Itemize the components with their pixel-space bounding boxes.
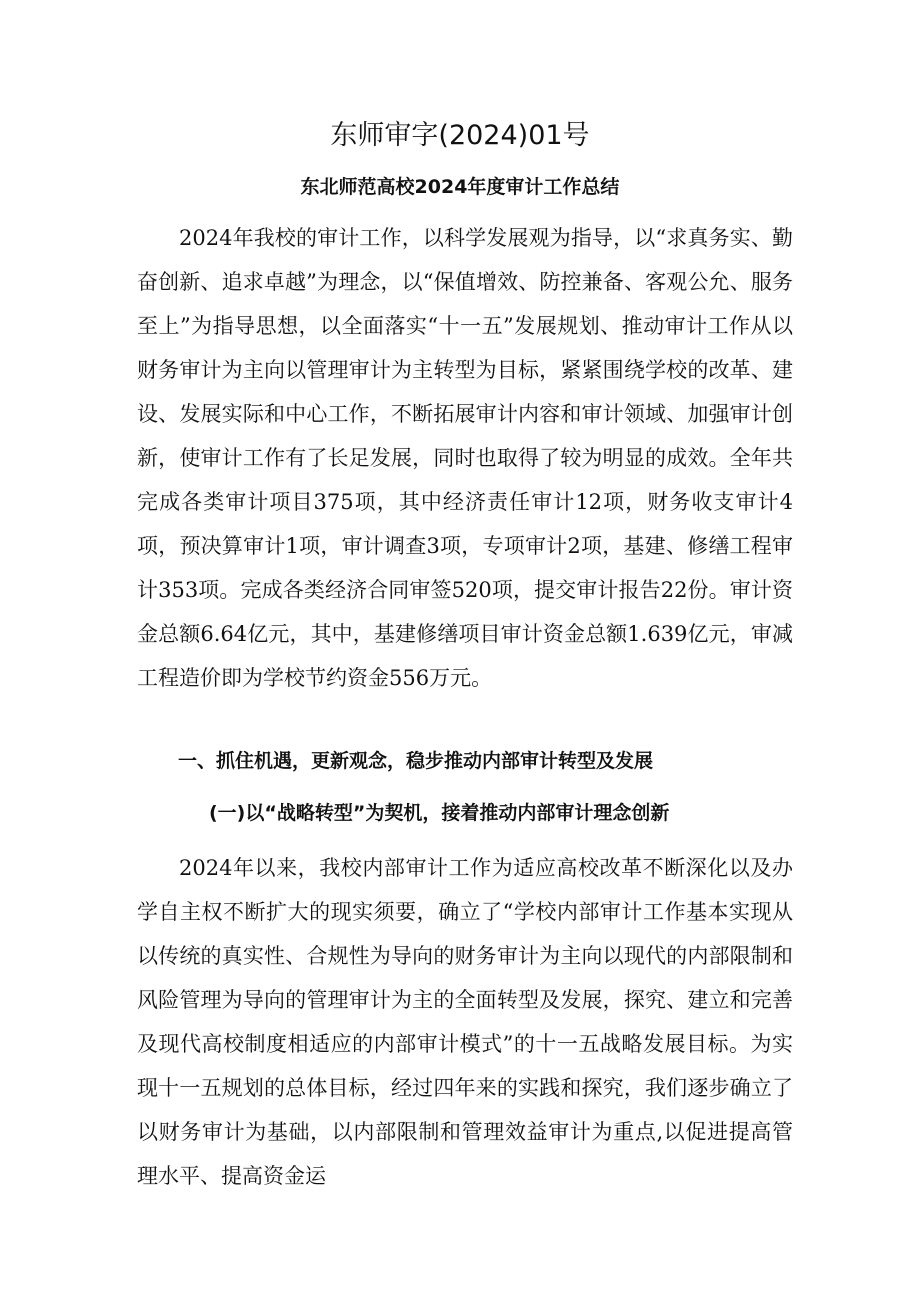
subsection-heading: (一)以“战略转型”为契机，接着推动内部审计理念创新 bbox=[209, 802, 670, 824]
section-heading: 一、抓住机遇，更新观念，稳步推动内部审计转型及发展 bbox=[178, 750, 654, 772]
body-paragraph-strategy: 2024年以来，我校内部审计工作为适应高校改革不断深化以及办学自主权不断扩大的现实须要，确立了“学校内部审计工作基本实现从以传统的真实性、合规性为导向的财务审计为主向以现代的内部限制和风险管理为导向的管理审计为主的全面转型及发展，探究、建立和完善及现代高校制度相适应的内部审计模式”的十一五战略发展目标。为实现十一五规划的总体目标，经过四年来的实践和探究，我们逐步确立了以财务审计为基础，以内部限制和管理效益审计为重点,以促进提高管理水平、提高资金运 bbox=[137, 856, 793, 1188]
body-paragraph-summary: 2024年我校的审计工作，以科学发展观为指导，以“求真务实、勤奋创新、追求卓越”为理念，以“保值增效、防控兼备、客观公允、服务至上”为指导思想，以全面落实“十一五”发展规划、推动审计工作从以财务审计为主向以管理审计为主转型为目标，紧紧围绕学校的改革、建设、发展实际和中心工作，不断拓展审计内容和审计领域、加强审计创新，使审计工作有了长足发展，同时也取得了较为明显的成效。全年共完成各类审计项目375项，其中经济责任审计12项，财务收支审计4项，预决算审计1项，审计调查3项，专项审计2项，基建、修缮工程审计353项。完成各类经济合同审签520项，提交审计报告22份。审计资金总额6.64亿元，其中，基建修缮项目审计资金总额1.639亿元，审减工程造价即为学校节约资金556万元。 bbox=[137, 226, 793, 690]
document-number: 东师审字(2024)01号 bbox=[330, 120, 590, 151]
document-title: 东北师范高校2024年度审计工作总结 bbox=[300, 176, 620, 198]
